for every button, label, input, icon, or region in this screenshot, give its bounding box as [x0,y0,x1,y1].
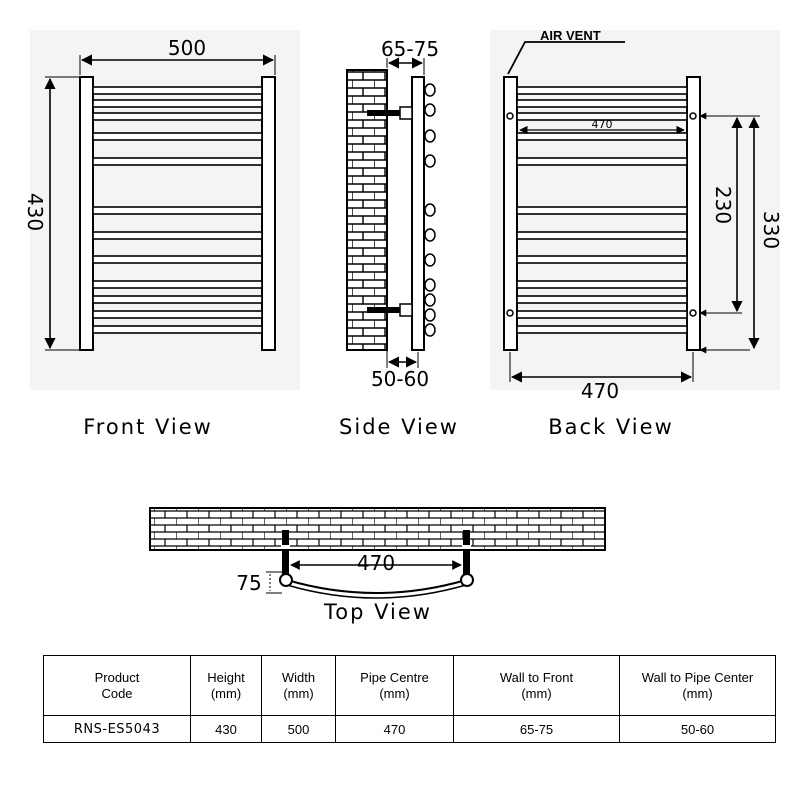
cell-wall-to-front: 65-75 [454,716,620,743]
front-height-dim: 430 [23,192,47,232]
side-view-label: Side View [339,415,459,439]
side-wall-to-front-dim: 65-75 [380,37,440,61]
header-wall-to-pipe-center: Wall to Pipe Center (mm) [620,656,776,716]
spec-table-header-row [44,656,776,716]
back-bottom-dim: 470 [580,379,620,403]
header-pipe-centre: Pipe Centre (mm) [336,656,454,716]
side-rail-ends [425,84,435,336]
side-radiator-post [412,77,424,350]
front-left-post [80,77,93,350]
cell-wall-to-pipe-center: 50-60 [620,716,776,743]
air-vent-label: AIR VENT [540,28,601,43]
cell-width: 500 [262,716,336,743]
header-width: Width (mm) [262,656,336,716]
side-wall-to-pipe-dim: 50-60 [370,367,430,391]
cell-product-code: RNS-ES5043 [44,716,191,743]
back-view-label: Back View [548,415,674,439]
side-view-drawing [347,58,435,368]
front-view-label: Front View [83,415,213,439]
back-height-inner-dim: 230 [711,185,735,225]
back-inner-dim: 470 [591,118,613,131]
spec-table [43,655,776,743]
top-width-dim: 470 [356,551,396,575]
table-row [44,716,776,743]
header-wall-to-front: Wall to Front (mm) [454,656,620,716]
header-height: Height (mm) [191,656,262,716]
front-width-dim: 500 [167,36,207,60]
top-wall-bricks [150,508,605,550]
top-view-label: Top View [324,600,432,624]
top-depth-dim: 75 [236,571,262,595]
cell-height: 430 [191,716,262,743]
header-product-code: Product Code [44,656,191,716]
front-right-post [262,77,275,350]
cell-pipe-centre: 470 [336,716,454,743]
back-height-outer-dim: 330 [759,210,783,250]
